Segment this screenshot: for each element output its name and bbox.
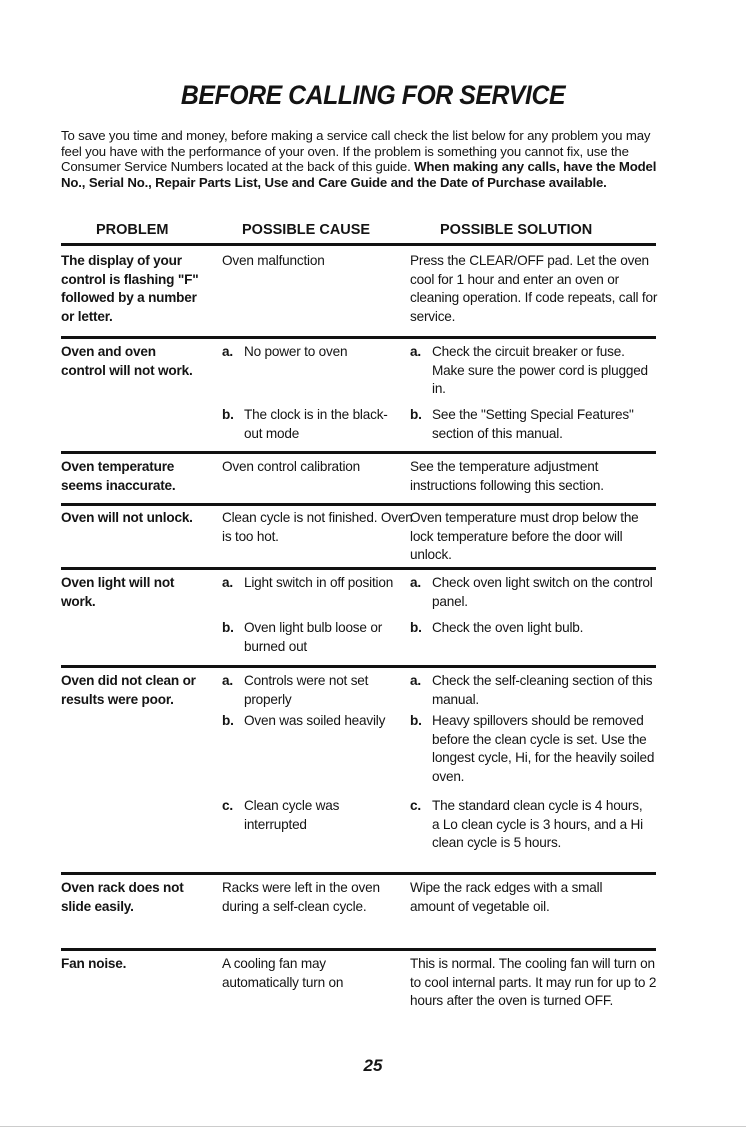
cause-cell: Oven control calibration	[222, 459, 361, 474]
cause-item-c: c. Clean cycle was interrupted	[222, 798, 340, 832]
solution-item-b: b. Heavy spillovers should be removed before the clean cycle is set. Use the longest cycle, Hi, for the heavily soiled oven.	[410, 713, 655, 784]
header-possible-cause: POSSIBLE CAUSE	[242, 222, 371, 238]
letter-a: a.	[410, 575, 421, 590]
problem-cell: Oven rack does not slide easily.	[61, 880, 184, 914]
solution-item-b: b. Check the oven light bulb.	[410, 619, 610, 638]
row-divider	[61, 567, 656, 570]
solution-cell: Oven temperature must drop below the lock temperature before the door will unlock.	[410, 510, 639, 562]
solution-item-c: c. The standard clean cycle is 4 hours, a Lo clean cycle is 3 hours, and a Hi clean cycle is 5 hours.	[410, 798, 643, 850]
letter-b: b.	[222, 713, 234, 728]
cause-cell: Racks were left in the oven during a self-clean cycle.	[222, 880, 380, 914]
solution-item-a: a. Check the circuit breaker or fuse. Make sure the power cord is plugged in.	[410, 344, 648, 396]
cause-item-a: a. Controls were not set properly	[222, 673, 369, 707]
row-divider	[61, 336, 656, 339]
intro-bold-text: When making any calls, have the Model No., Serial No., Repair Parts List, Use and Care Guide and the Date of Purchase available.	[61, 159, 657, 190]
problem-cell: Oven did not clean or results were poor.	[61, 673, 196, 707]
cause-item-b: b. The clock is in the black-out mode	[222, 407, 388, 441]
page-number: 25	[363, 1056, 383, 1075]
row-divider	[61, 503, 656, 506]
problem-cell: Oven and oven control will not work.	[61, 344, 193, 378]
problem-cell: Fan noise.	[61, 956, 127, 971]
page-title: BEFORE CALLING FOR SERVICE	[180, 80, 566, 110]
solution-cell: This is normal. The cooling fan will turn on to cool internal parts. It may run for up to 2 hours after the oven is turned OFF.	[410, 956, 657, 1008]
letter-b: b.	[222, 407, 234, 422]
letter-b: b.	[410, 620, 422, 635]
letter-b: b.	[410, 713, 422, 728]
row-divider	[61, 872, 656, 875]
problem-cell: Oven light will not work.	[61, 575, 175, 609]
letter-b: b.	[222, 620, 234, 635]
cause-item-a: a. Light switch in off position	[222, 574, 397, 593]
letter-a: a.	[410, 673, 421, 688]
solution-cell: Wipe the rack edges with a small amount of vegetable oil.	[410, 880, 603, 914]
row-divider	[61, 948, 656, 951]
solution-cell: See the temperature adjustment instructions following this section.	[410, 459, 604, 493]
cause-cell: Clean cycle is not finished. Oven is too hot.	[222, 510, 413, 544]
cause-cell: A cooling fan may automatically turn on	[222, 956, 344, 990]
letter-a: a.	[222, 344, 233, 359]
problem-cell: The display of your control is flashing "F" followed by a number or letter.	[61, 253, 199, 324]
solution-item-a: a. Check oven light switch on the control panel.	[410, 575, 653, 609]
cause-cell: Oven malfunction	[222, 253, 325, 268]
header-problem: PROBLEM	[96, 222, 169, 238]
solution-cell: Press the CLEAR/OFF pad. Let the oven cool for 1 hour and enter an oven or cleaning operation. If code repeats, call for service.	[410, 253, 658, 324]
problem-cell: Oven temperature seems inaccurate.	[61, 459, 176, 493]
header-divider	[61, 243, 656, 246]
letter-c: c.	[222, 798, 233, 813]
letter-a: a.	[222, 575, 233, 590]
letter-a: a.	[410, 344, 421, 359]
problem-cell: Oven will not unlock.	[61, 510, 193, 525]
cause-item-a: a. No power to oven	[222, 343, 412, 362]
solution-item-a: a. Check the self-cleaning section of this manual.	[410, 673, 653, 707]
cause-item-b: b. Oven was soiled heavily	[222, 712, 392, 731]
intro-paragraph	[61, 128, 661, 190]
row-divider	[61, 665, 656, 668]
intro-text: To save you time and money, before making a service call check the list below for any problem you may feel you have with the performance of your oven. If the problem is something you cannot fix, use the Consumer Service Numbers located at the back of this guide.	[61, 128, 651, 175]
solution-item-b: b. See the "Setting Special Features" section of this manual.	[410, 407, 634, 441]
header-possible-solution: POSSIBLE SOLUTION	[440, 222, 593, 238]
row-divider	[61, 451, 656, 454]
letter-c: c.	[410, 798, 421, 813]
cause-item-b: b. Oven light bulb loose or burned out	[222, 620, 383, 654]
scan-edge	[0, 1126, 746, 1127]
letter-b: b.	[410, 407, 422, 422]
letter-a: a.	[222, 673, 233, 688]
